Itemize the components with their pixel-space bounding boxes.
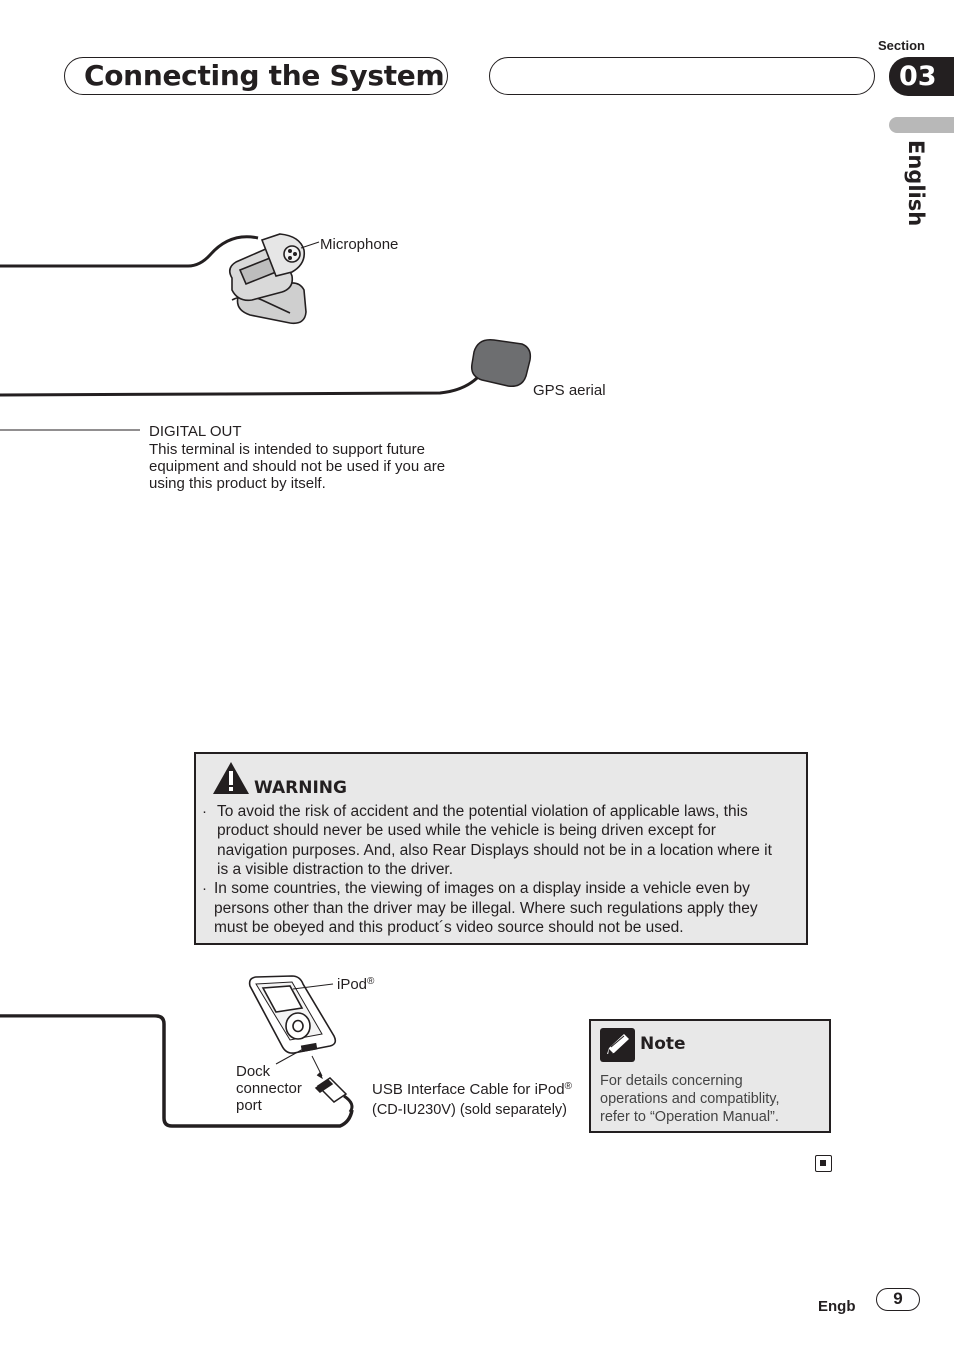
note-line-3: refer to “Operation Manual”. [600,1109,779,1125]
ipod-label: iPod® [337,976,375,993]
warning-title: WARNING [254,778,347,798]
language-label: English [904,140,928,227]
warning-bullet-2-marker: · [202,880,207,897]
usb-cable-model: (CD-IU230V) (sold separately) [372,1102,568,1118]
microphone-leader [301,242,319,248]
footer-lang-code: Engb [818,1298,856,1315]
note-line-1: For details concerning [600,1073,743,1089]
page-number: 9 [876,1288,920,1311]
digital-out-line-1: This terminal is intended to support future [149,441,425,458]
digital-out-line-3: using this product by itself. [149,475,326,492]
section-number: 03 [889,57,954,96]
usb-cable-label: USB Interface Cable for iPod® [372,1081,572,1098]
warning-triangle-icon [211,760,251,796]
microphone-cable [0,237,258,266]
digital-out-line-2: equipment and should not be used if you are [149,458,446,475]
microphone-icon [230,234,306,323]
note-line-2: operations and compatiblity, [600,1091,780,1107]
page-title: Connecting the System [84,59,445,92]
warning-bullet-1-marker: · [202,803,207,820]
end-of-section-mark [815,1155,832,1172]
bottom-wiring-diagram [0,960,600,1150]
usb-connector-icon [316,1078,346,1102]
warning-bullet-1-line-4: is a visible distraction to the driver. [217,861,454,878]
note-text [600,1072,825,1126]
ipod-icon [250,976,336,1053]
gps-aerial-icon [472,340,531,387]
warning-bullet-2-line-2: persons other than the driver may be illegal. Where such regulations apply they [214,900,758,917]
dock-line-2: connector [236,1080,302,1097]
warning-bullet-1-line-3: navigation purposes. And, also Rear Displays should not be in a location where it [217,842,772,859]
gps-cable [0,370,484,395]
section-label: Section [878,38,925,53]
top-wiring-diagram [0,0,954,520]
dock-line-3: port [236,1097,262,1114]
digital-out-title: DIGITAL OUT [149,423,242,440]
note-title: Note [640,1034,686,1054]
microphone-label: Microphone [320,236,399,253]
warning-bullet-2-line-3: must be obeyed and this product´s video source should not be used. [214,919,684,936]
note-pencil-icon [600,1028,635,1062]
warning-bullet-1-line-1: To avoid the risk of accident and the potential violation of applicable laws, this [217,803,748,820]
dock-line-1: Dock [236,1063,271,1080]
warning-bullet-2-line-1: In some countries, the viewing of images on a display inside a vehicle even by [214,880,750,897]
gps-aerial-label: GPS aerial [533,382,606,399]
warning-bullet-1-line-2: product should never be used while the vehicle is being driven except for [217,822,716,839]
